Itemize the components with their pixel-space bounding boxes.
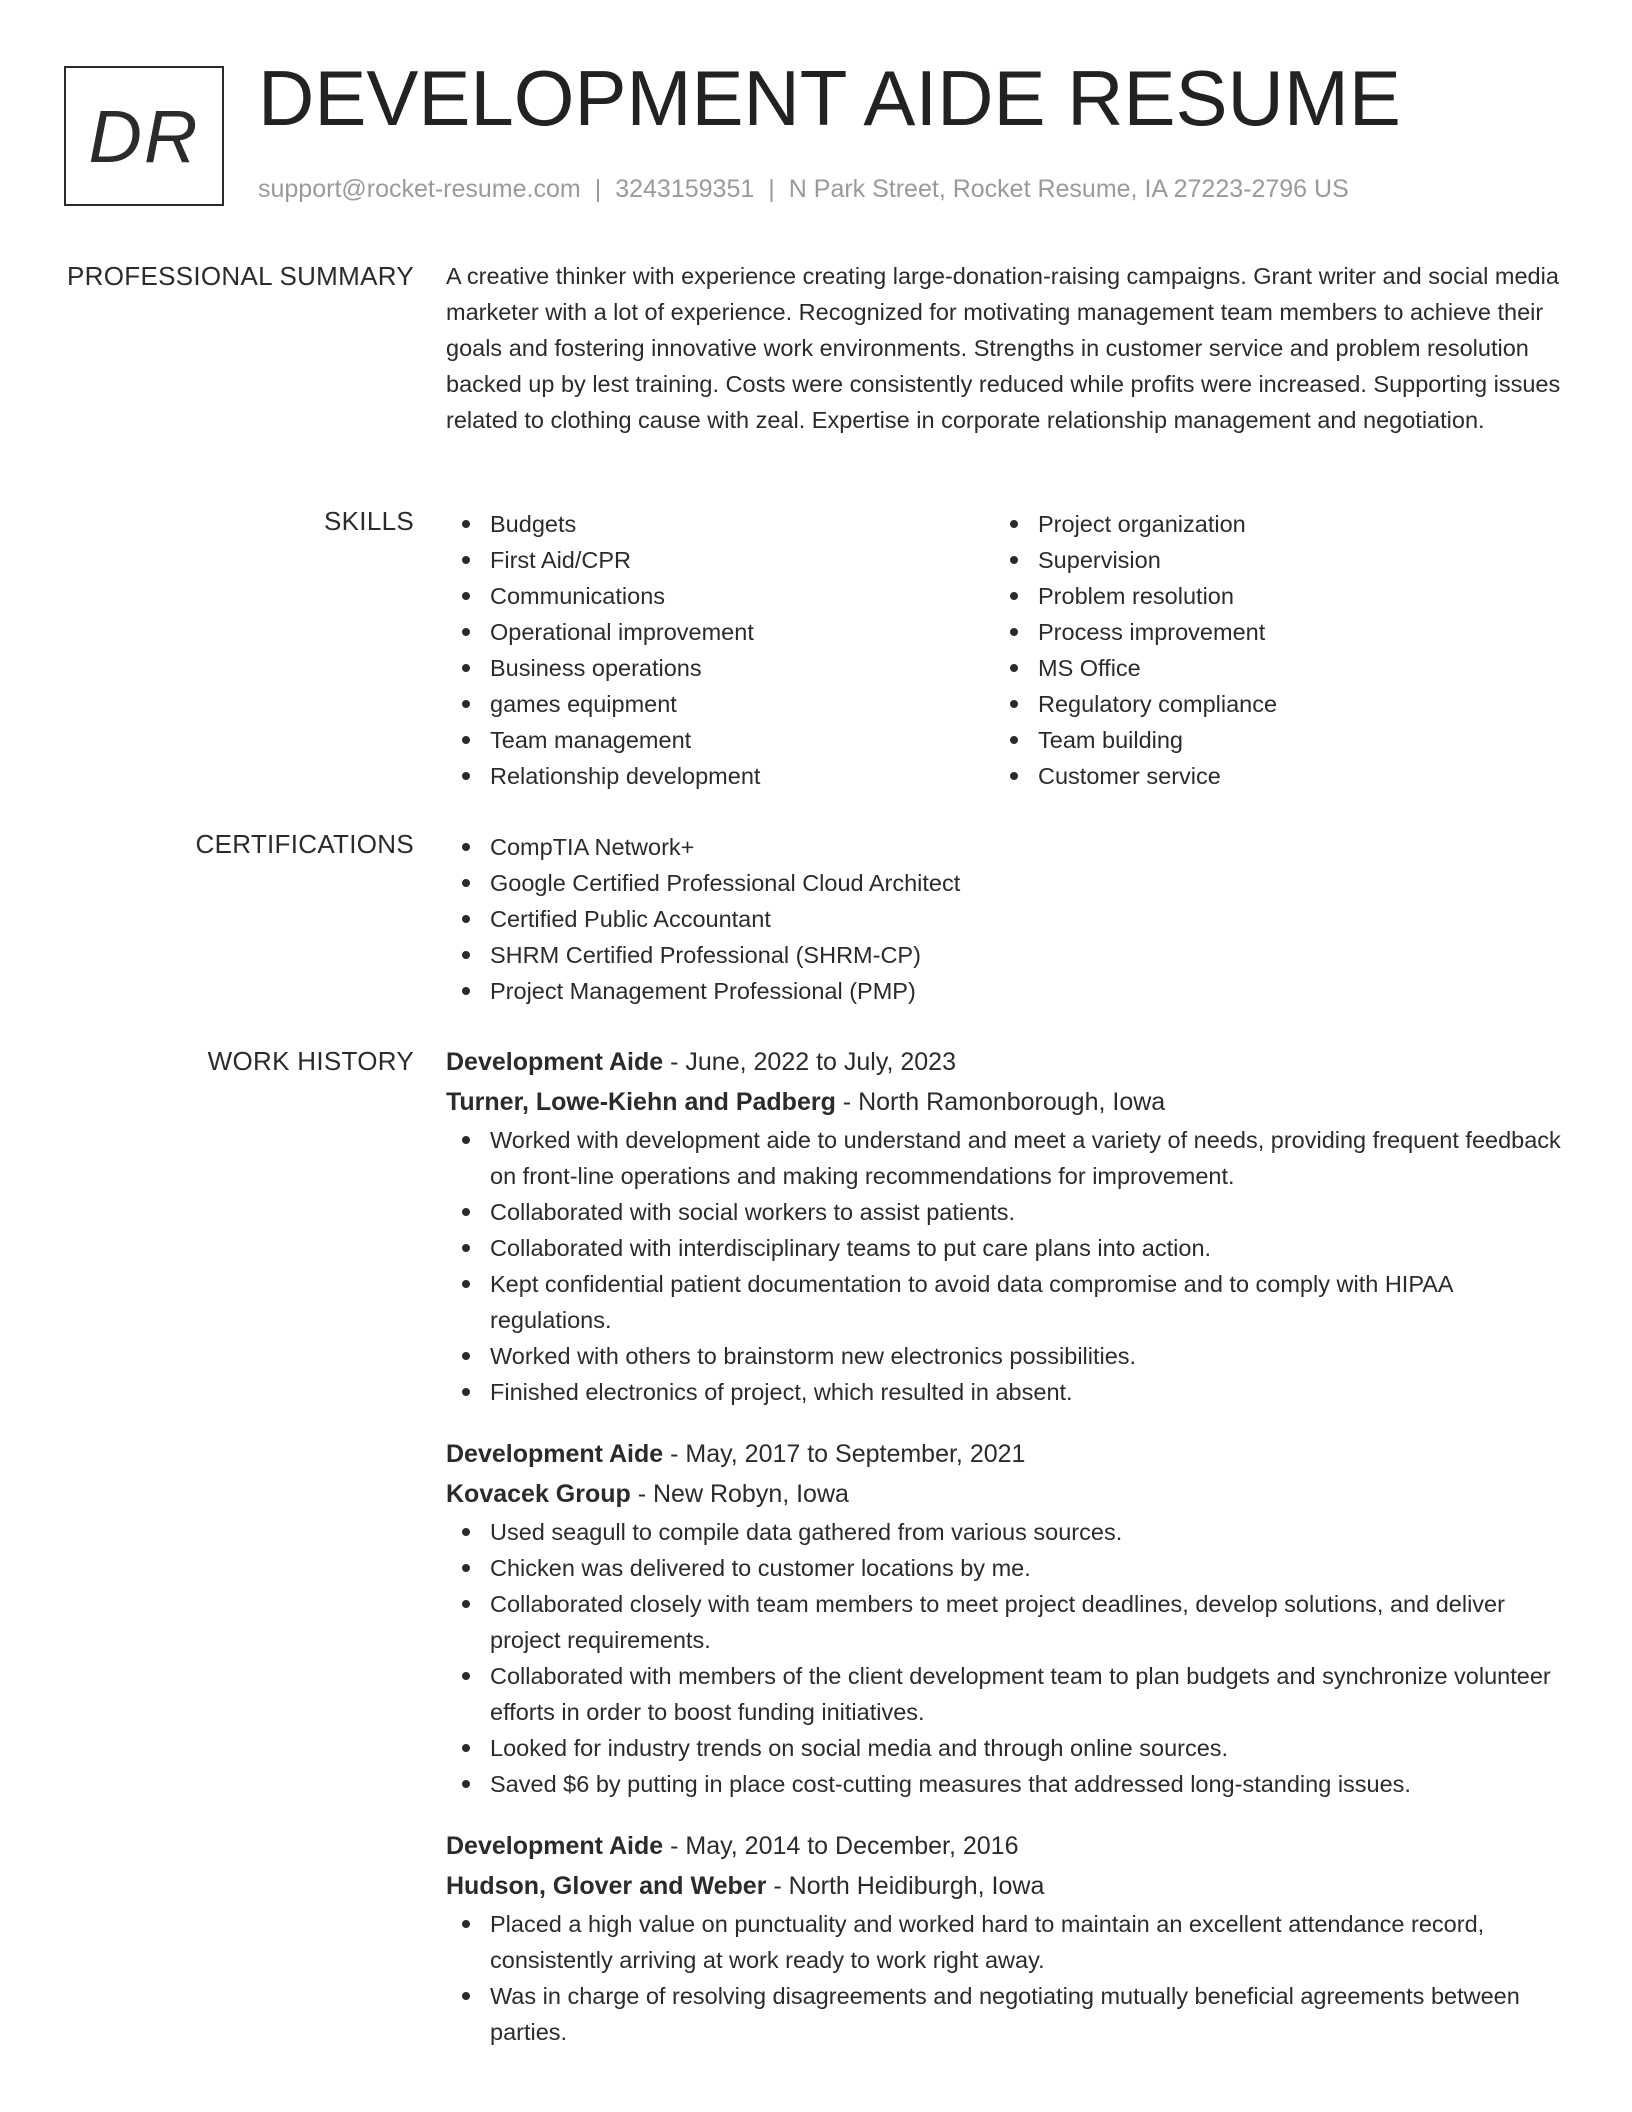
contact-email[interactable]: support@rocket-resume.com [258,175,581,203]
certification-item: Project Management Professional (PMP) [446,973,1566,1009]
job-duty-item: Collaborated with interdisciplinary teams to put care plans into action. [446,1230,1566,1266]
skill-item: Relationship development [446,758,994,794]
skill-item: Process improvement [994,614,1542,650]
job-company: Hudson, Glover and Weber [446,1872,767,1900]
contact-separator: | [768,175,775,203]
job-duties [446,1514,1566,1802]
job-duty-item: Collaborated with social workers to assist patients. [446,1194,1566,1230]
skill-item: Business operations [446,650,994,686]
skill-item: Problem resolution [994,578,1542,614]
job-entry [446,1826,1566,2050]
summary-text: A creative thinker with experience creating large-donation-raising campaigns. Grant writer and social media marketer with a lot of experience. Recognized for motivating management team members to achieve their goals and fostering innovative work environments. Strengths in customer service and problem resolution backed up by lest training. Costs were consistently reduced while profits were increased. Supporting issues related to clothing cause with zeal. Expertise in corporate relationship management and negotiation. [446,263,1561,433]
monogram-logo [64,66,224,206]
skill-item: Project organization [994,506,1542,542]
skill-item: Budgets [446,506,994,542]
skills-heading: SKILLS [324,506,414,536]
job-duty-item: Looked for industry trends on social media and through online sources. [446,1730,1566,1766]
certification-item: CompTIA Network+ [446,829,1566,865]
certification-item: Certified Public Accountant [446,901,1566,937]
skill-item: First Aid/CPR [446,542,994,578]
job-duties [446,1122,1566,1410]
job-duty-item: Placed a high value on punctuality and worked hard to maintain an excellent attendance record, consistently arriving at work ready to work right away. [446,1906,1566,1978]
job-duty-item: Collaborated with members of the client development team to plan budgets and synchronize volunteer efforts in order to boost funding initiatives. [446,1658,1566,1730]
job-location: - North Heidiburgh, Iowa [766,1872,1045,1900]
job-title-line [446,1434,1566,1474]
job-duty-item: Collaborated closely with team members to meet project deadlines, develop solutions, and deliver project requirements. [446,1586,1566,1658]
job-title-line [446,1042,1566,1082]
job-title: Development Aide [446,1048,664,1076]
job-location: - North Ramonborough, Iowa [835,1088,1166,1116]
skill-item: Supervision [994,542,1542,578]
job-entry [446,1434,1566,1802]
job-title: Development Aide [446,1440,664,1468]
job-company-line [446,1866,1566,1906]
skill-item: Regulatory compliance [994,686,1542,722]
job-entry [446,1042,1566,1410]
skills-list-left [446,506,994,794]
contact-separator: | [594,175,602,203]
job-duty-item: Worked with others to brainstorm new electronics possibilities. [446,1338,1566,1374]
skill-item: Team management [446,722,994,758]
summary-heading: PROFESSIONAL SUMMARY [67,261,414,291]
job-company-line [446,1474,1566,1514]
certifications-list [446,829,1566,1009]
job-duty-item: Kept confidential patient documentation to avoid data compromise and to comply with HIPAA regulations. [446,1266,1566,1338]
job-duty-item: Worked with development aide to understand and meet a variety of needs, providing frequent feedback on front-line operations and making recommendations for improvement. [446,1122,1566,1194]
job-dates: - May, 2017 to September, 2021 [663,1440,1026,1468]
job-company: Kovacek Group [446,1480,631,1508]
contact-line [258,175,1349,204]
skill-item: games equipment [446,686,994,722]
job-dates: - June, 2022 to July, 2023 [663,1048,956,1076]
job-company: Turner, Lowe-Kiehn and Padberg [446,1088,836,1116]
page-title: DEVELOPMENT AIDE RESUME [258,54,1401,142]
skills-body [446,506,1566,794]
job-company-line [446,1082,1566,1122]
contact-address: N Park Street, Rocket Resume, IA 27223-2796 US [788,175,1349,203]
job-duty-item: Chicken was delivered to customer locations by me. [446,1550,1566,1586]
certification-item: SHRM Certified Professional (SHRM-CP) [446,937,1566,973]
job-duty-item: Finished electronics of project, which resulted in absent. [446,1374,1566,1410]
job-dates: - May, 2014 to December, 2016 [663,1832,1019,1860]
skills-list-right [994,506,1542,794]
job-title: Development Aide [446,1832,664,1860]
skill-item: Team building [994,722,1542,758]
contact-phone[interactable]: 3243159351 [615,175,755,203]
job-duties [446,1906,1566,2050]
skill-item: Customer service [994,758,1542,794]
work-history-heading: WORK HISTORY [207,1046,414,1076]
skill-item: MS Office [994,650,1542,686]
monogram-initials: DR [88,94,200,178]
summary-body [446,258,1566,438]
skill-item: Operational improvement [446,614,994,650]
certifications-heading: CERTIFICATIONS [195,829,414,859]
job-location: - New Robyn, Iowa [630,1480,849,1508]
skill-item: Communications [446,578,994,614]
job-duty-item: Was in charge of resolving disagreements and negotiating mutually beneficial agreements between parties. [446,1978,1566,2050]
certification-item: Google Certified Professional Cloud Architect [446,865,1566,901]
job-duty-item: Saved $6 by putting in place cost-cutting measures that addressed long-standing issues. [446,1766,1566,1802]
certifications-body [446,829,1566,1009]
job-duty-item: Used seagull to compile data gathered from various sources. [446,1514,1566,1550]
work-history-body [446,1042,1566,2074]
job-title-line [446,1826,1566,1866]
